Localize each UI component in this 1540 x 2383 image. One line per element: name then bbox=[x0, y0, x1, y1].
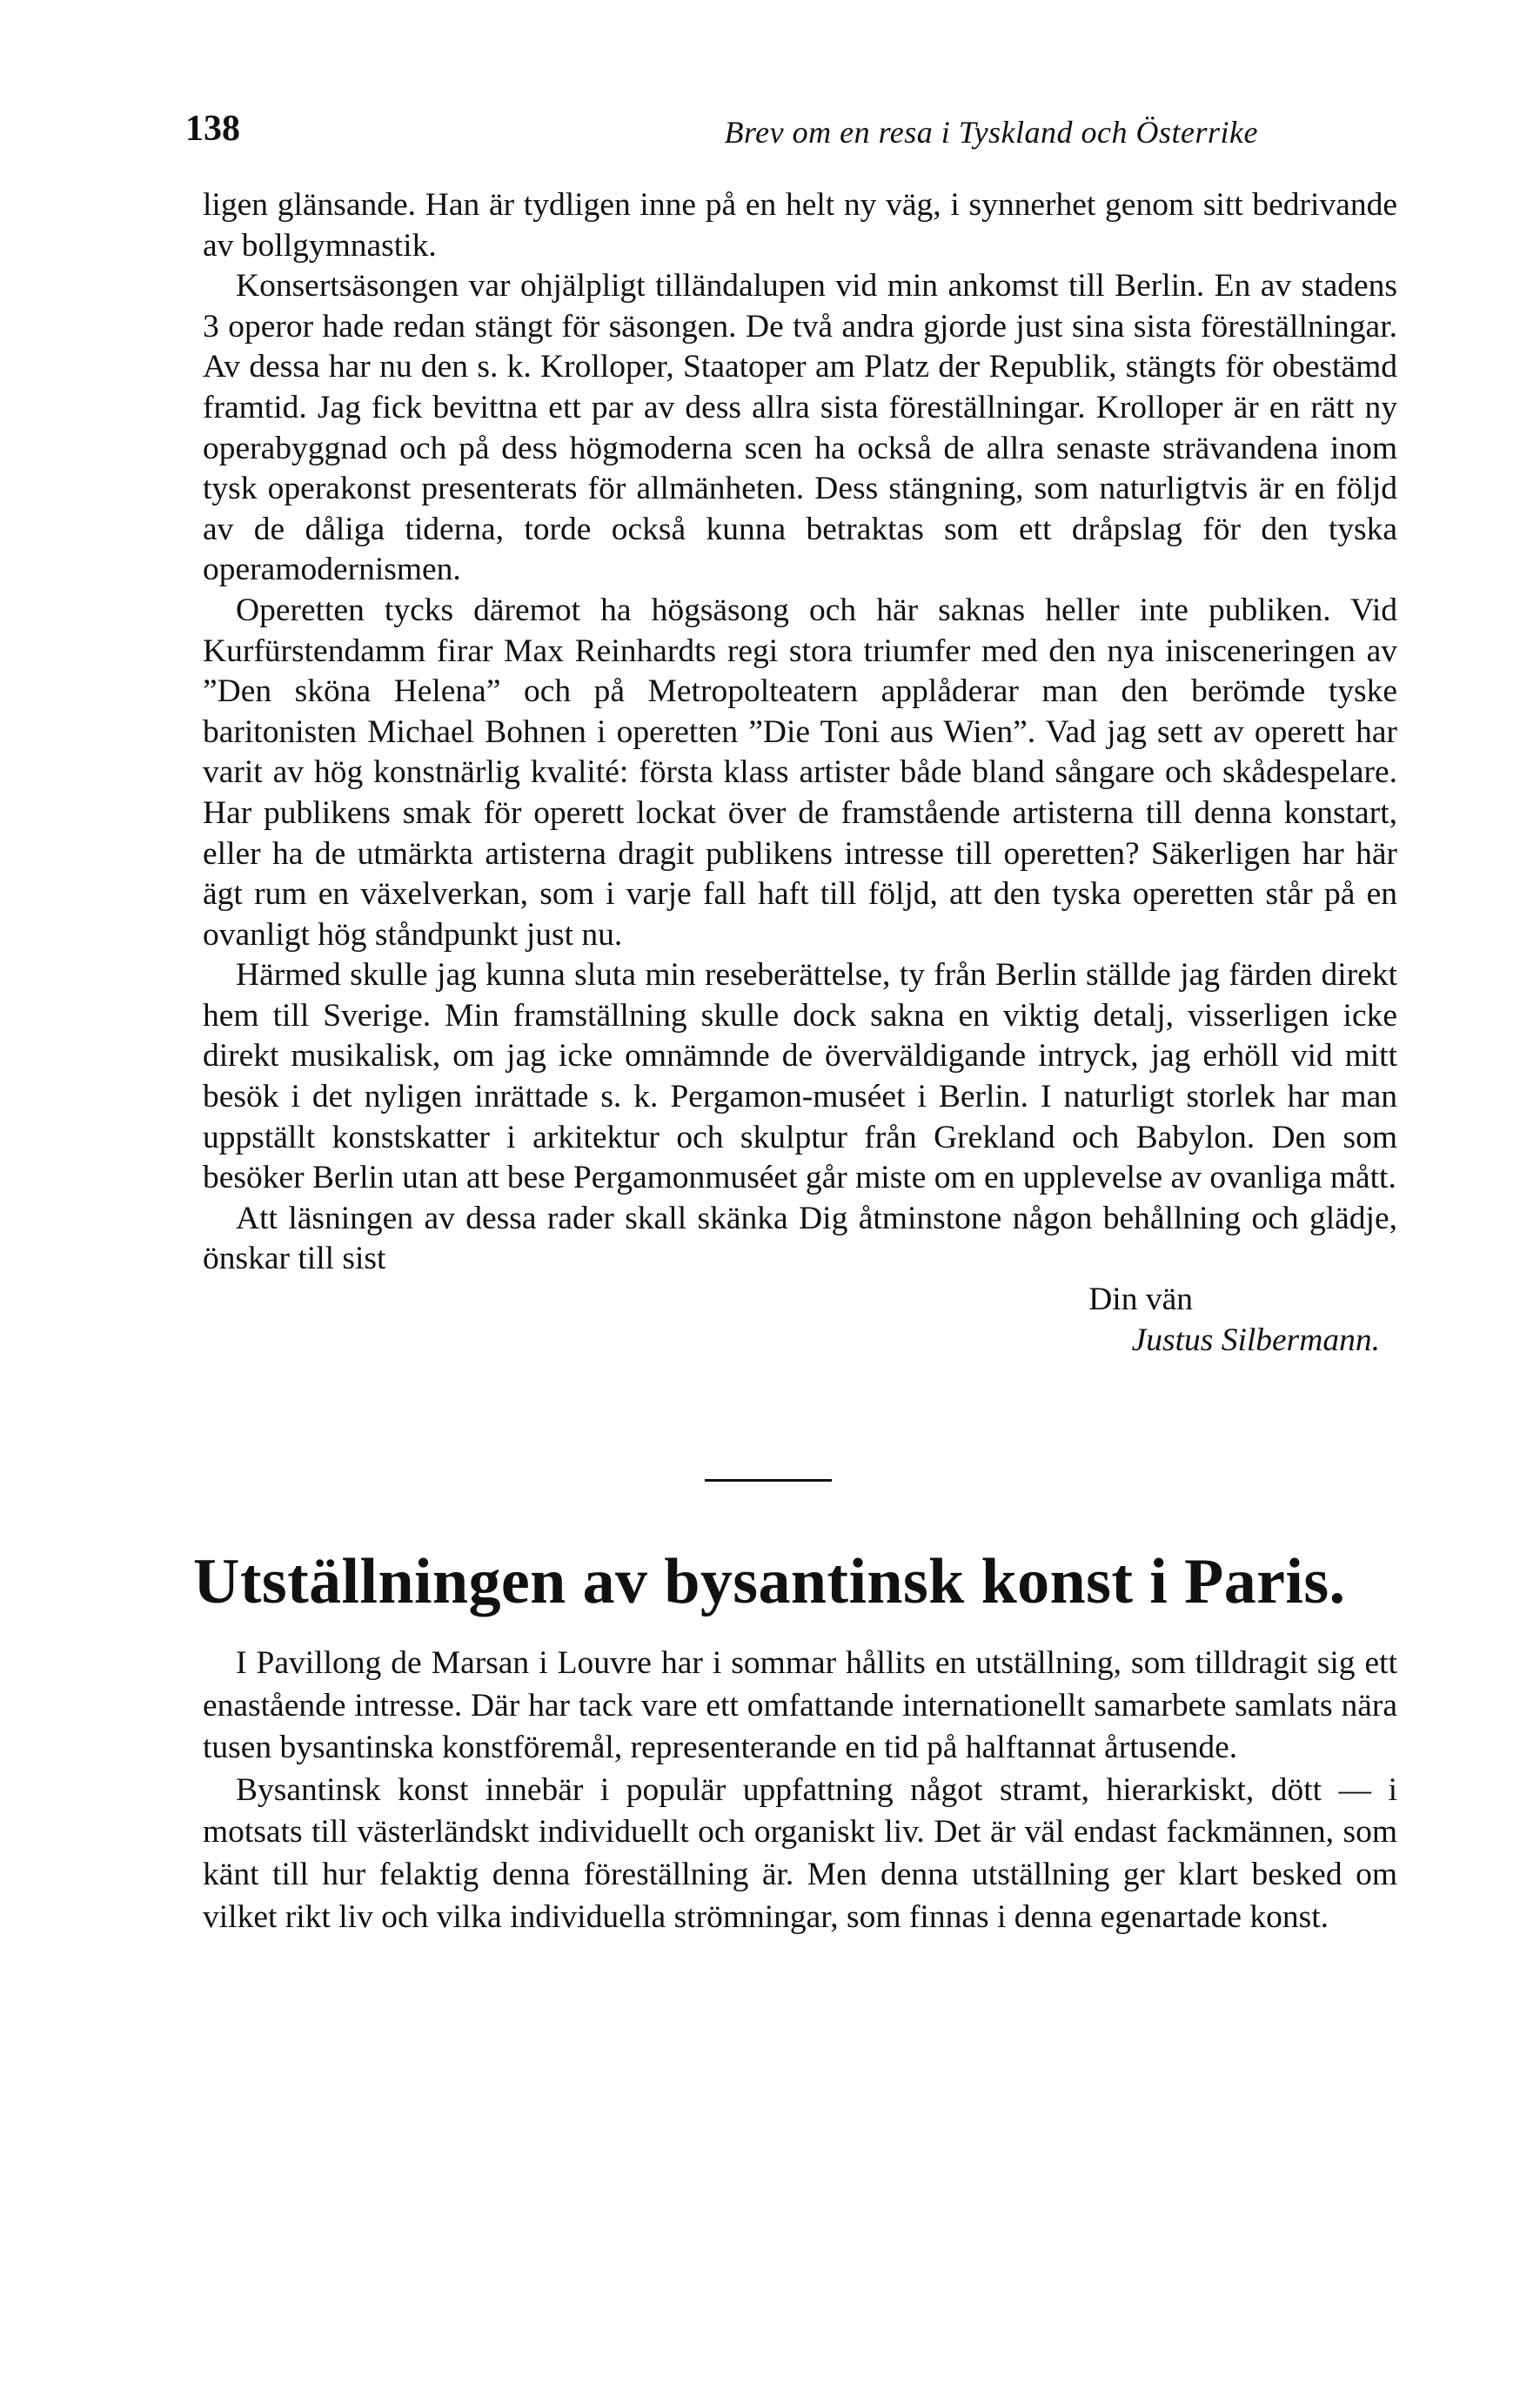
signature: Justus Silbermann. bbox=[1131, 1322, 1380, 1358]
letter-paragraph: Härmed skulle jag kunna sluta min reseberättelse, ty från Berlin ställde jag färden direkt hem till Sverige. Min framställning skulle dock sakna en viktig detalj, visserligen icke direkt musikalisk, om jag icke omnämnde de överväldigande intryck, jag erhöll vid mitt besök i det nyligen inrättade s. k. Pergamon-muséet i Berlin. I naturligt storlek har man uppställt konstskatter i arkitektur och skulptur från Grekland och Babylon. Den som besöker Berlin utan att bese Pergamonmuséet går miste om en upplevelse av ovanliga mått. bbox=[203, 957, 1397, 1196]
article-paragraph: I Pavillong de Marsan i Louvre har i sommar hållits en utställning, som tilldragit sig ett enastående intresse. Där har tack vare ett omfattande internationellt samarbete samlats nära tusen bysantinska konstföremål, representerande en tid på halftannat årtusende. bbox=[203, 1645, 1397, 1766]
article-text bbox=[203, 1643, 1397, 1938]
page-number: 138 bbox=[185, 109, 240, 149]
article-paragraph: Bysantinsk konst innebär i populär uppfattning något stramt, hierarkiskt, dött — i motsats till västerländskt individuellt och organiskt liv. Det är väl endast fackmännen, som känt till hur felaktig denna föreställning är. Men denna utställning ger klart besked om vilket rikt liv och vilka individuella strömningar, som finnas i denna egenartade konst. bbox=[203, 1771, 1397, 1935]
letter-text bbox=[203, 185, 1397, 1361]
article-title: Utställningen av bysantinsk konst i Paris. bbox=[193, 1546, 1346, 1617]
letter-closing bbox=[203, 1280, 1397, 1321]
section-divider bbox=[705, 1479, 832, 1482]
letter-paragraph: Operetten tycks däremot ha högsäsong och här saknas heller inte publiken. Vid Kurfürstendamm firar Max Reinhardts regi stora triumfer med den nya inisceneringen av ”Den sköna Helena” och på Metropolteatern applåderar man den berömde tyske baritonisten Michael Bohnen i operetten ”Die Toni aus Wien”. Vad jag sett av operett har varit av hög konstnärlig kvalité: första klass artister både bland sångare och skådespelare. Har publikens smak för operett lockat över de framstående artisterna till denna konstart, eller ha de utmärkta artisterna dragit publikens intresse till operetten? Säkerligen har här ägt rum en växelverkan, som i varje fall haft till följd, att den tyska operetten står på en ovanligt hög ståndpunkt just nu. bbox=[203, 592, 1397, 953]
letter-paragraph: Konsertsäsongen var ohjälpligt tilländalupen vid min ankomst till Berlin. En av stadens 3 operor hade redan stängt för säsongen. De två andra gjorde just sina sista föreställningar. Av dessa har nu den s. k. Krolloper, Staatoper am Platz der Republik, stängts för obestämd framtid. Jag fick bevittna ett par av dess allra sista föreställningar. Krolloper är en rätt ny operabyggnad och på dess högmoderna scen ha också de allra senaste strävandena inom tysk operakonst presenterats för allmänheten. Dess stängning, som naturligtvis är en följd av de dåliga tiderna, torde också kunna betraktas som ett dråpslag för den tyska operamodernismen. bbox=[203, 268, 1397, 588]
closing-greeting: Din vän bbox=[1088, 1282, 1193, 1318]
running-title: Brev om en resa i Tyskland och Österrike bbox=[724, 115, 1258, 150]
letter-paragraph: Att läsningen av dessa rader skall skänka Dig åtminstone någon behållning och glädje, önskar till sist bbox=[203, 1200, 1397, 1277]
running-head bbox=[185, 103, 1397, 155]
letter-paragraph: ligen glänsande. Han är tydligen inne på en helt ny väg, i synnerhet genom sitt bedrivande av bollgymnastik. bbox=[203, 187, 1397, 264]
